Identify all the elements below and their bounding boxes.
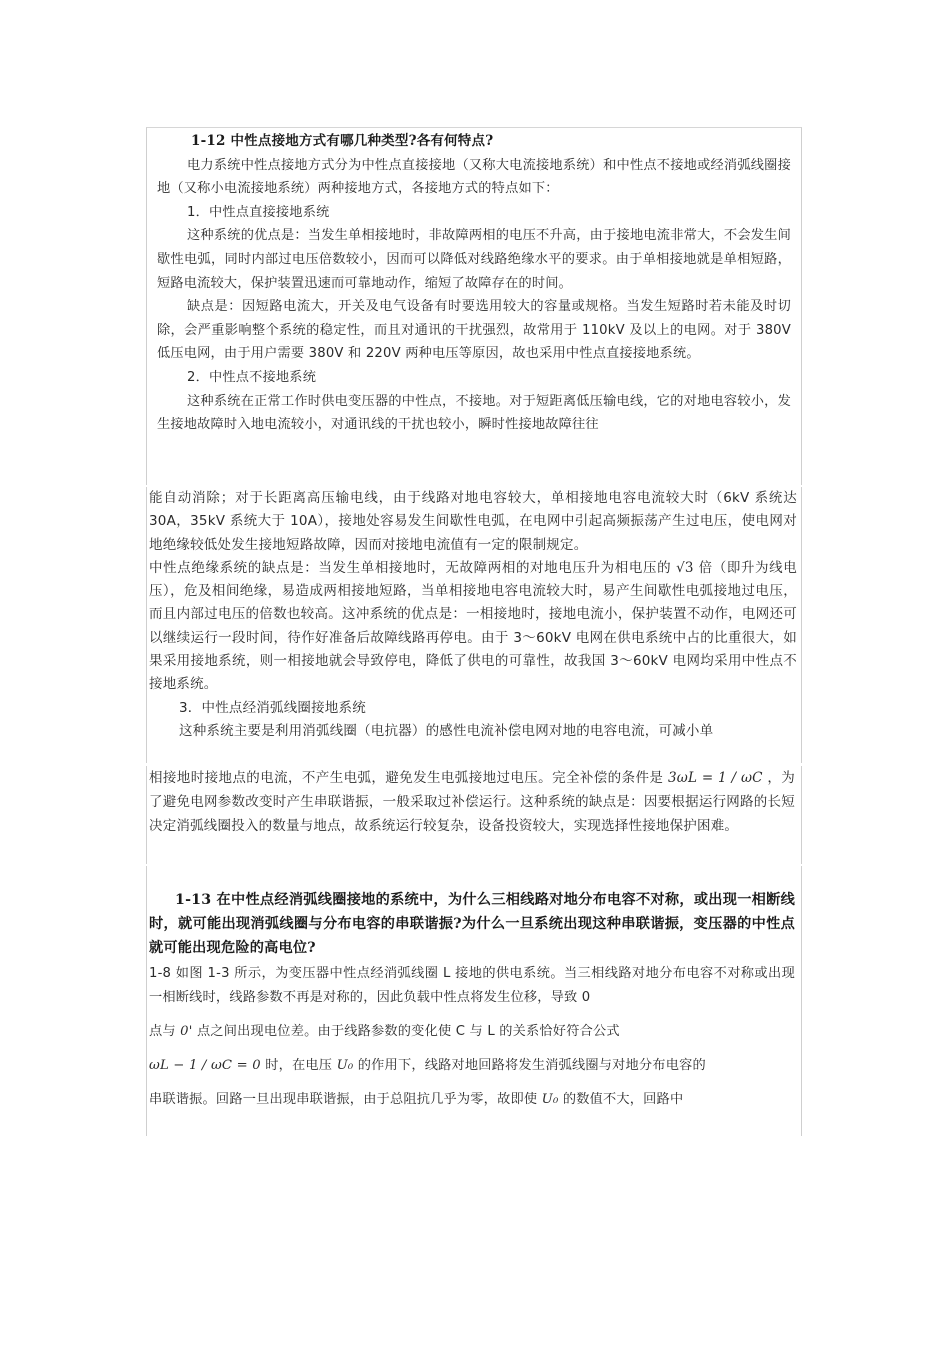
resonance-formula: ωL − 1 / ωC = 0 xyxy=(149,1058,261,1073)
section-q12-part2 xyxy=(146,487,802,763)
advantages-paragraph: 这种系统的优点是：当发生单相接地时，非故障两相的电压不升高，由于接地电流非常大，不会发生间歇性电弧，同时内部过电压倍数较小，因而可以降低对线路绝缘水平的要求。由于单相接地就是单相短路，短路电流较大，保护装置迅速而可靠地动作，缩短了故障存在的时间。 xyxy=(157,228,791,291)
subheading-ungrounded: 2．中性点不接地系统 xyxy=(187,369,317,385)
ungrounded-paragraph-start: 这种系统在正常工作时供电变压器的中性点，不接地。对于短距离低压输电线，它的对地电容较小，发生接地故障时入地电流较小，对通讯线的干扰也较小，瞬时性接地故障往往 xyxy=(157,393,791,433)
insulated-text-b: 倍（即升为线电压），危及相间绝缘，易造成两相接地短路，当单相接地电容电流较大时，易产生间歇性电弧接地过电压，而且内部过电压的倍数也较高。这冲系统的优点是：一相接地时，接地电流小，保护装置不动作，电网还可以继续运行一段时间，待作好准备后故障线路再停电。由于 3～60kV 电网在供电系统中占的比重很大，如果采用接地系统，则一相接地就会导致停电，降低了供电的可靠性，故我国 3～60kV 电网均采用中性点不接地系统。 xyxy=(149,559,797,693)
question-title-1-13: 1-13 在中性点经消弧线圈接地的系统中，为什么三相线路对地分布电容不对称，或出现一相断线时，就可能出现消弧线圈与分布电容的串联谐振?为什么一旦系统出现这种串联谐振，变压器的中性点就可能出现危险的高电位? xyxy=(149,892,795,956)
intro-paragraph: 电力系统中性点接地方式分为中性点直接接地（又称大电流接地系统）和中性点不接地或经消弧线圈接地（又称小电流接地系统）两种接地方式，各接地方式的特点如下： xyxy=(157,157,791,197)
compensation-formula: 3ωL = 1 / ωC xyxy=(667,770,763,786)
question-title-1-12: 1-12 中性点接地方式有哪几种类型?各有何特点? xyxy=(191,133,494,149)
voltage-u0-symbol-2: U₀ xyxy=(541,1092,559,1107)
answer-p4-text-b: 的数值不大，回路中 xyxy=(558,1092,684,1107)
answer-paragraph-4 xyxy=(149,1088,795,1111)
voltage-u0-symbol: U₀ xyxy=(336,1058,354,1073)
subheading-arc-suppression: 3．中性点经消弧线圈接地系统 xyxy=(179,699,366,716)
section-q12-part3 xyxy=(146,766,802,864)
subheading-direct-grounding: 1．中性点直接接地系统 xyxy=(187,204,330,220)
section-q13 xyxy=(146,866,802,1136)
sqrt3-symbol: √3 xyxy=(676,559,694,576)
answer-p3-text-b: 的作用下，线路对地回路将发生消弧线圈与对地分布电容的 xyxy=(353,1058,706,1073)
neutral-point-symbol: 0' xyxy=(180,1024,193,1039)
answer-p2-text-a: 点与 xyxy=(149,1024,181,1039)
ungrounded-paragraph-continued: 能自动消除；对于长距离高压输电线，由于线路对地电容较大，单相接地电容电流较大时（6kV 系统达 30A，35kV 系统大于 10A），接地处容易发生间歇性电弧，在电网中引起高频振荡产生过电压，使电网对地绝缘较低处发生接地短路故障，因而对接地电流值有一定的限制规定。 xyxy=(149,490,797,553)
compensation-text-b: ，为了避免电网参数改变时产生串联谐振，一般采取过补偿运行。这种系统的缺点是：因要根据运行网路的长短决定消弧线圈投入的数量与地点，故系统运行较复杂，设备投资较大，实现选择性接地保护困难。 xyxy=(149,770,795,835)
compensation-text-a: 相接地时接地点的电流，不产生电弧，避免发生电弧接地过电压。完全补偿的条件是 xyxy=(149,770,668,786)
answer-p3-text-a: 时，在电压 xyxy=(260,1058,337,1073)
arc-suppression-paragraph-continued xyxy=(149,766,795,839)
insulated-text-a: 中性点绝缘系统的缺点是：当发生单相接地时，无故障两相的对地电压升为相电压的 xyxy=(149,559,677,576)
answer-paragraph-3 xyxy=(149,1054,795,1077)
section-q12-part1 xyxy=(146,127,802,485)
answer-paragraph-1: 1-8 如图 1-3 所示，为变压器中性点经消弧线圈 L 接地的供电系统。当三相线路对地分布电容不对称或出现一相断线时，线路参数不再是对称的，因此负载中性点将发生位移，导致 0 xyxy=(149,966,795,1005)
insulated-system-paragraph xyxy=(149,557,797,697)
disadvantages-paragraph: 缺点是：因短路电流大，开关及电气设备有时要选用较大的容量或规格。当发生短路时若未能及时切除，会严重影响整个系统的稳定性，而且对通讯的干扰强烈，故常用于 110kV 及以上的电网。对于 380V 低压电网，由于用户需要 380V 和 220V 两种电压等原因，故也采用中性点直接接地系统。 xyxy=(157,299,791,362)
arc-suppression-paragraph-start: 这种系统主要是利用消弧线圈（电抗器）的感性电流补偿电网对地的电容电流，可减小单 xyxy=(179,722,714,739)
answer-p2-text-b: 点之间出现电位差。由于线路参数的变化使 C 与 L 的关系恰好符合公式 xyxy=(192,1024,620,1039)
answer-paragraph-2 xyxy=(149,1020,795,1043)
answer-p4-text-a: 串联谐振。回路一旦出现串联谐振，由于总阻抗几乎为零，故即使 xyxy=(149,1092,542,1107)
